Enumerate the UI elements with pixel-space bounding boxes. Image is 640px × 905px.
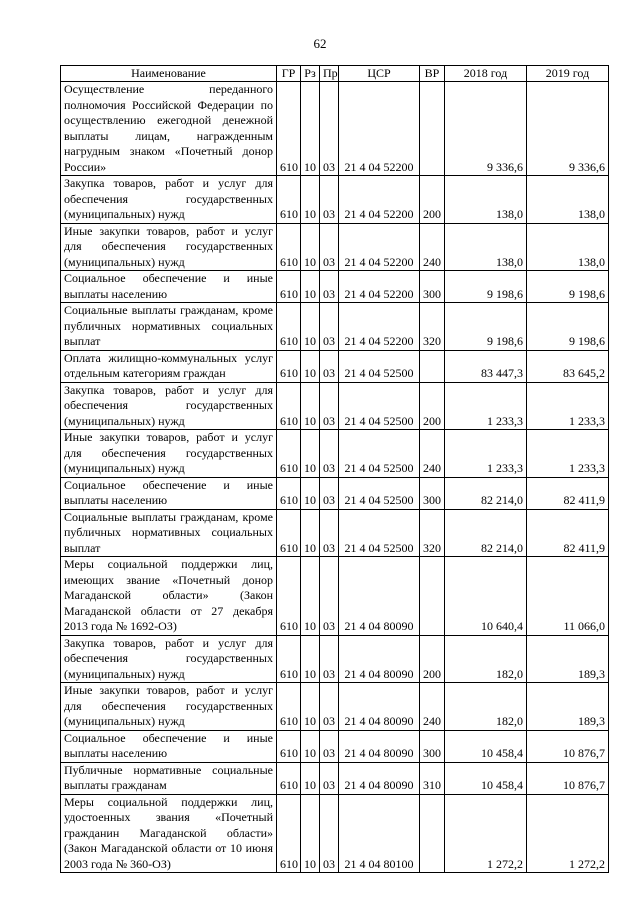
table-row [61,223,609,271]
cell-rz: 10 [301,82,320,176]
cell-csr: 21 4 04 52500 [339,477,420,509]
cell-year-2018: 83 447,3 [445,350,527,382]
cell-csr: 21 4 04 80090 [339,730,420,762]
cell-rz: 10 [301,477,320,509]
table-row [61,176,609,224]
budget-table [60,65,609,873]
header-name: Наименование [61,66,277,82]
cell-rz: 10 [301,223,320,271]
cell-gr: 610 [277,176,301,224]
cell-year-2019: 10 876,7 [527,762,609,794]
table-row [61,794,609,873]
cell-vr: 300 [420,730,445,762]
cell-pr: 03 [320,477,339,509]
cell-rz: 10 [301,683,320,731]
cell-vr: 300 [420,477,445,509]
cell-csr: 21 4 04 52200 [339,223,420,271]
cell-vr: 200 [420,635,445,683]
cell-vr [420,794,445,873]
cell-name: Иные закупки товаров, работ и услуг для обеспечения государственных (муниципальных) нужд [61,430,277,478]
cell-pr: 03 [320,635,339,683]
cell-year-2019: 82 411,9 [527,477,609,509]
cell-year-2019: 138,0 [527,223,609,271]
header-year-2018: 2018 год [445,66,527,82]
cell-name: Меры социальной поддержки лиц, имеющих звание «Почетный донор Магаданской области» (Закон Магаданской области от 27 декабря 2013 года № 1692-ОЗ) [61,557,277,636]
cell-csr: 21 4 04 52500 [339,382,420,430]
cell-name: Меры социальной поддержки лиц, удостоенных звания «Почетный гражданин Магаданской области» (Закон Магаданской области от 10 июня 2003 года № 360-ОЗ) [61,794,277,873]
cell-year-2018: 82 214,0 [445,509,527,557]
cell-rz: 10 [301,303,320,351]
cell-year-2019: 9 198,6 [527,303,609,351]
cell-vr: 200 [420,382,445,430]
cell-rz: 10 [301,430,320,478]
cell-pr: 03 [320,223,339,271]
cell-pr: 03 [320,382,339,430]
cell-rz: 10 [301,509,320,557]
table-row [61,557,609,636]
table-row [61,509,609,557]
cell-name: Закупка товаров, работ и услуг для обеспечения государственных (муниципальных) нужд [61,635,277,683]
cell-gr: 610 [277,82,301,176]
table-row [61,477,609,509]
cell-gr: 610 [277,762,301,794]
cell-pr: 03 [320,271,339,303]
cell-year-2018: 82 214,0 [445,477,527,509]
header-csr: ЦСР [339,66,420,82]
cell-gr: 610 [277,382,301,430]
cell-pr: 03 [320,557,339,636]
cell-year-2018: 138,0 [445,223,527,271]
cell-pr: 03 [320,176,339,224]
header-vr: ВР [420,66,445,82]
cell-name: Социальное обеспечение и иные выплаты населению [61,730,277,762]
cell-rz: 10 [301,350,320,382]
header-rz: Рз [301,66,320,82]
cell-rz: 10 [301,557,320,636]
table-row [61,683,609,731]
cell-csr: 21 4 04 52200 [339,82,420,176]
cell-rz: 10 [301,762,320,794]
cell-year-2019: 82 411,9 [527,509,609,557]
cell-year-2018: 10 458,4 [445,730,527,762]
cell-year-2018: 9 198,6 [445,271,527,303]
table-row [61,635,609,683]
table-header-row [61,66,609,82]
cell-rz: 10 [301,176,320,224]
cell-pr: 03 [320,762,339,794]
table-row [61,271,609,303]
cell-name: Социальное обеспечение и иные выплаты населению [61,477,277,509]
cell-year-2018: 182,0 [445,635,527,683]
cell-csr: 21 4 04 52200 [339,303,420,351]
table-row [61,730,609,762]
header-pr: Пр [320,66,339,82]
cell-csr: 21 4 04 80090 [339,762,420,794]
cell-pr: 03 [320,683,339,731]
cell-csr: 21 4 04 52500 [339,430,420,478]
cell-gr: 610 [277,635,301,683]
cell-vr [420,82,445,176]
cell-gr: 610 [277,730,301,762]
cell-gr: 610 [277,509,301,557]
cell-gr: 610 [277,683,301,731]
cell-gr: 610 [277,557,301,636]
table-row [61,430,609,478]
cell-year-2018: 10 640,4 [445,557,527,636]
cell-name: Закупка товаров, работ и услуг для обеспечения государственных (муниципальных) нужд [61,176,277,224]
table-row [61,350,609,382]
cell-name: Осуществление переданного полномочия Российской Федерации по осуществлению ежегодной денежной выплаты лицам, награжденным нагрудным знаком «Почетный донор России» [61,82,277,176]
cell-vr: 320 [420,509,445,557]
cell-name: Социальные выплаты гражданам, кроме публичных нормативных социальных выплат [61,303,277,351]
cell-year-2018: 9 336,6 [445,82,527,176]
cell-csr: 21 4 04 80090 [339,683,420,731]
cell-name: Публичные нормативные социальные выплаты гражданам [61,762,277,794]
cell-year-2019: 9 336,6 [527,82,609,176]
cell-year-2019: 1 272,2 [527,794,609,873]
cell-gr: 610 [277,223,301,271]
cell-rz: 10 [301,271,320,303]
cell-gr: 610 [277,271,301,303]
cell-pr: 03 [320,430,339,478]
cell-gr: 610 [277,303,301,351]
cell-gr: 610 [277,477,301,509]
cell-vr: 310 [420,762,445,794]
cell-gr: 610 [277,350,301,382]
cell-rz: 10 [301,382,320,430]
cell-year-2019: 83 645,2 [527,350,609,382]
cell-vr [420,557,445,636]
cell-pr: 03 [320,730,339,762]
cell-gr: 610 [277,794,301,873]
table-row [61,382,609,430]
cell-name: Иные закупки товаров, работ и услуг для обеспечения государственных (муниципальных) нужд [61,683,277,731]
cell-gr: 610 [277,430,301,478]
cell-vr: 240 [420,430,445,478]
cell-pr: 03 [320,350,339,382]
cell-year-2019: 189,3 [527,635,609,683]
table-row [61,303,609,351]
cell-pr: 03 [320,303,339,351]
cell-year-2018: 1 272,2 [445,794,527,873]
cell-csr: 21 4 04 80100 [339,794,420,873]
header-gr: ГР [277,66,301,82]
cell-year-2018: 9 198,6 [445,303,527,351]
cell-year-2019: 189,3 [527,683,609,731]
cell-year-2018: 1 233,3 [445,430,527,478]
cell-name: Оплата жилищно-коммунальных услуг отдельным категориям граждан [61,350,277,382]
cell-vr: 200 [420,176,445,224]
cell-vr: 240 [420,683,445,731]
cell-name: Иные закупки товаров, работ и услуг для обеспечения государственных (муниципальных) нужд [61,223,277,271]
cell-rz: 10 [301,794,320,873]
cell-csr: 21 4 04 80090 [339,635,420,683]
cell-year-2019: 1 233,3 [527,430,609,478]
cell-vr: 320 [420,303,445,351]
cell-csr: 21 4 04 80090 [339,557,420,636]
cell-csr: 21 4 04 52200 [339,271,420,303]
cell-name: Социальное обеспечение и иные выплаты населению [61,271,277,303]
cell-year-2019: 11 066,0 [527,557,609,636]
cell-csr: 21 4 04 52500 [339,509,420,557]
cell-name: Социальные выплаты гражданам, кроме публичных нормативных социальных выплат [61,509,277,557]
cell-pr: 03 [320,82,339,176]
cell-rz: 10 [301,635,320,683]
table-row [61,82,609,176]
cell-pr: 03 [320,794,339,873]
cell-year-2018: 138,0 [445,176,527,224]
cell-vr: 240 [420,223,445,271]
cell-year-2019: 10 876,7 [527,730,609,762]
cell-pr: 03 [320,509,339,557]
cell-vr: 300 [420,271,445,303]
cell-year-2019: 138,0 [527,176,609,224]
cell-rz: 10 [301,730,320,762]
cell-vr [420,350,445,382]
cell-year-2018: 182,0 [445,683,527,731]
cell-csr: 21 4 04 52200 [339,176,420,224]
page-number: 62 [313,36,327,51]
cell-year-2018: 1 233,3 [445,382,527,430]
header-year-2019: 2019 год [527,66,609,82]
cell-year-2018: 10 458,4 [445,762,527,794]
cell-csr: 21 4 04 52500 [339,350,420,382]
cell-name: Закупка товаров, работ и услуг для обеспечения государственных (муниципальных) нужд [61,382,277,430]
table-row [61,762,609,794]
cell-year-2019: 1 233,3 [527,382,609,430]
cell-year-2019: 9 198,6 [527,271,609,303]
